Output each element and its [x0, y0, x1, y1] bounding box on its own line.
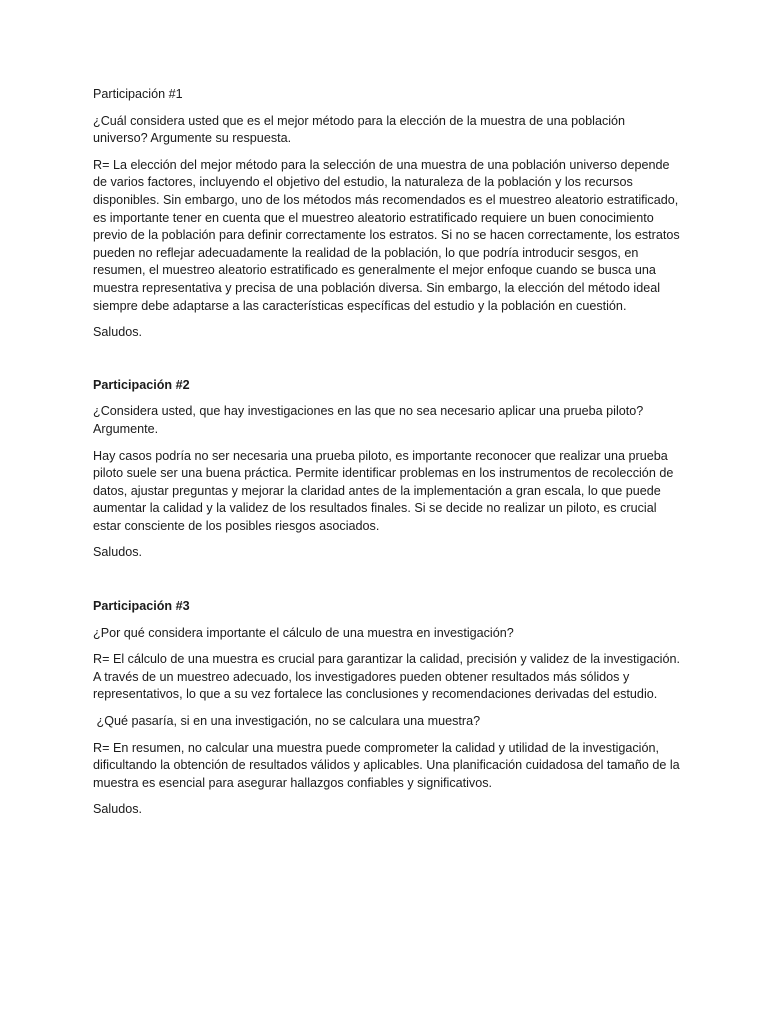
document-page	[93, 86, 683, 819]
closing-text: Saludos.	[93, 802, 143, 817]
section-title: Participación #1	[93, 87, 183, 101]
section-title: Participación #2	[93, 377, 190, 392]
section-participacion-1	[93, 86, 683, 342]
closing-text: Saludos.	[93, 545, 143, 560]
section-participacion-2	[93, 377, 683, 562]
answer-text: Hay casos podría no ser necesaria una prueba piloto, es importante reconocer que realizar una prueba piloto suele ser una buena práctica. Permite identificar problemas en los instrumentos de recolección de datos, ajustar preguntas y mejorar la claridad antes de la implementación a gran escala, lo que puede aumentar la calidad y la validez de los resultados finales. Si se decide no realizar un piloto, es crucial estar consciente de los posibles riesgos asociados.	[93, 448, 674, 533]
question-text: ¿Cuál considera usted que es el mejor método para la elección de la muestra de una población universo? Argumente su respuesta.	[93, 113, 626, 146]
section-participacion-3	[93, 598, 683, 819]
question-text: ¿Por qué considera importante el cálculo de una muestra en investigación?	[93, 625, 514, 640]
section-title: Participación #3	[93, 599, 190, 614]
section-spacer	[93, 342, 683, 377]
answer-text: R= El cálculo de una muestra es crucial para garantizar la calidad, precisión y validez de la investigación. A través de un muestreo adecuado, los investigadores pueden obtener resultados más sólidos y representativos, lo que a su vez fortalece las conclusiones y recomendaciones derivadas del estudio.	[93, 652, 680, 702]
section-spacer	[93, 562, 683, 598]
question-text: ¿Considera usted, que hay investigaciones en las que no sea necesario aplicar una prueba piloto? Argumente.	[93, 404, 644, 436]
closing-text: Saludos.	[93, 325, 143, 340]
answer-text: R= La elección del mejor método para la selección de una muestra de una población universo depende de varios factores, incluyendo el objetivo del estudio, la naturaleza de la población y los recursos disponibles. Sin embargo, uno de los métodos más recomendados es el muestreo aleatorio estratificado, es importante tener en cuenta que el muestreo aleatorio estratificado requiere un buen conocimiento previo de la población para definir correctamente los estratos. Si no se hacen correctamente, los estratos pueden no reflejar adecuadamente la realidad de la población, lo que podría introducir sesgos, en resumen, el muestreo aleatorio estratificado es generalmente el mejor enfoque cuando se busca una muestra representativa y precisa de una población diversa. Sin embargo, la elección del método ideal siempre debe adaptarse a las características específicas del estudio y la población en cuestión.	[93, 157, 680, 313]
answer-text-2: R= En resumen, no calcular una muestra puede comprometer la calidad y utilidad de la investigación, dificultando la obtención de resultados válidos y aplicables. Una planificación cuidadosa del tamaño de la muestra es esencial para asegurar hallazgos confiables y significativos.	[93, 740, 680, 790]
question-text-2: ¿Qué pasaría, si en una investigación, no se calculara una muestra?	[93, 714, 481, 729]
